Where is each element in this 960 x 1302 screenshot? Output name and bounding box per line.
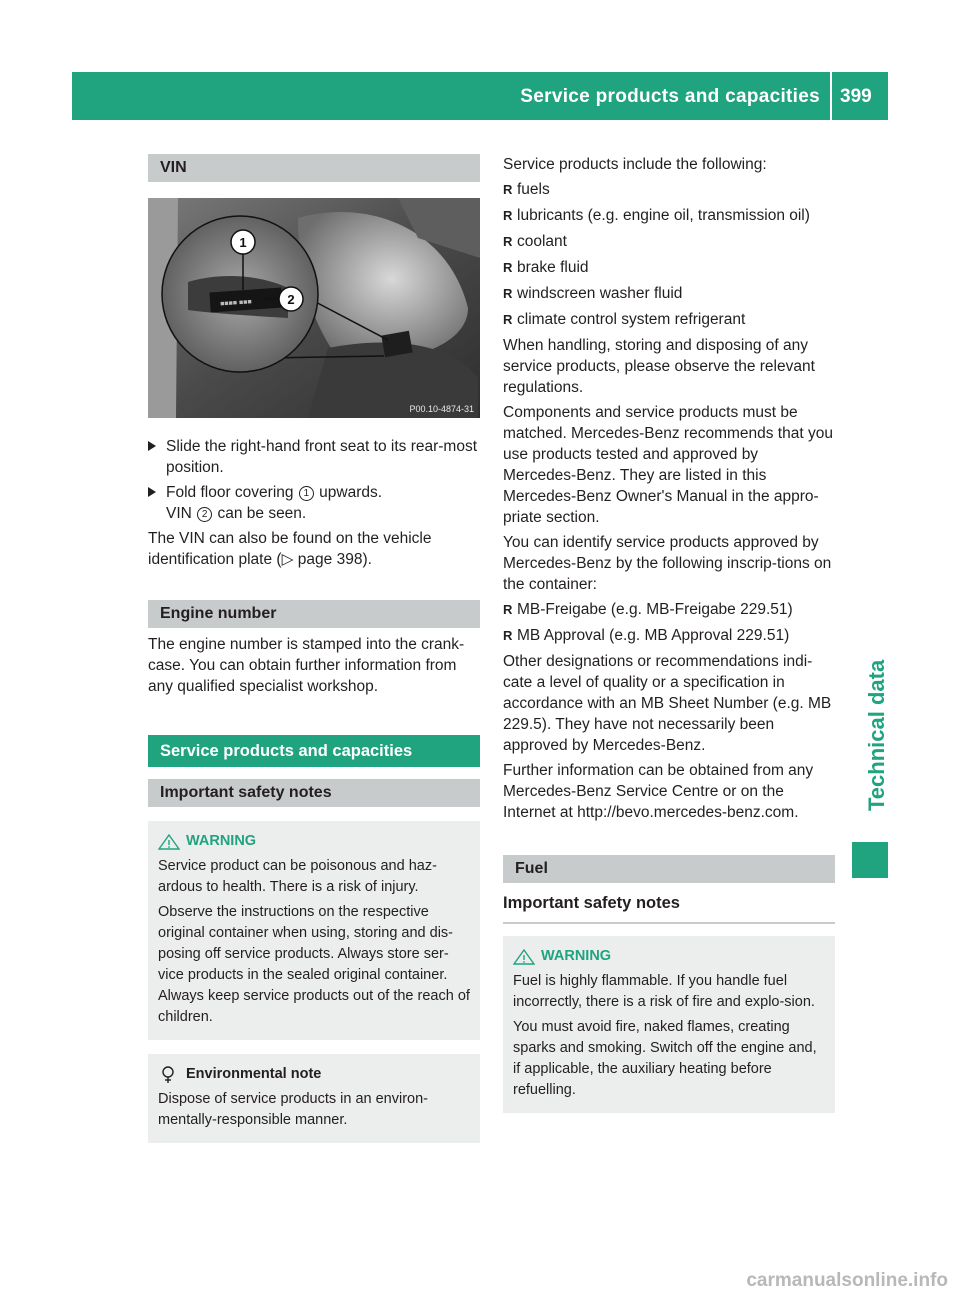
fuel-warning-text-2: You must avoid fire, naked flames, creating sparks and smoking. Switch off the engine and, if applicable, the auxiliary heating before refuelling. (513, 1019, 817, 1098)
env-note-text: Dispose of service products in an environ-mentally-responsible manner. (158, 1091, 428, 1128)
side-tab-marker (852, 842, 888, 878)
warning-text-1: Service product can be poisonous and haz-ardous to health. There is a risk of injury. (158, 858, 437, 895)
matching-paragraph: Components and service products must be matched. Mercedes-Benz recommends that you use products tested and approved by Mercedes-Benz. They are listed in this Mercedes-Benz Owner's Manual in the appro-priate section. (503, 404, 833, 526)
callout-2-symbol: 2 (197, 507, 212, 522)
figure-callout-2-label: 2 (287, 292, 295, 307)
engine-number-heading: Engine number (148, 600, 480, 628)
callout-1-symbol: 1 (299, 486, 314, 501)
safety-notes-heading: Important safety notes (148, 779, 480, 807)
warning-triangle-icon (158, 834, 180, 850)
figure-code: P00.10-4874-31 (409, 404, 474, 414)
figure-callout-1-label: 1 (239, 235, 247, 250)
watermark: carmanualsonline.info (746, 1270, 948, 1291)
vin-step-1-text: Slide the right-hand front seat to its rear-most position. (166, 438, 478, 476)
page-header-title: Service products and capacities (520, 86, 820, 107)
fuel-heading: Fuel (503, 855, 835, 883)
further-info-paragraph: Further information can be obtained from any Mercedes-Benz Service Centre or on the Internet at http://bevo.mercedes-benz.com. (503, 762, 814, 821)
warning-header (513, 946, 825, 967)
right-column (503, 154, 835, 1113)
environmental-note-box (148, 1054, 480, 1143)
vin-step-2-text-b: upwards. (319, 484, 383, 501)
vin-heading: VIN (148, 154, 480, 182)
header-divider (830, 72, 832, 120)
svg-text:■■■■ ■■■: ■■■■ ■■■ (219, 298, 252, 308)
fuel-warning-text-1: Fuel is highly flammable. If you handle fuel incorrectly, there is a risk of fire and explo-sion. (513, 973, 815, 1010)
vin-paragraph (148, 528, 480, 570)
list-item: R climate control system refrigerant (503, 311, 746, 328)
inscription-paragraph: You can identify service products approved by Mercedes-Benz by the following inscrip-tions on the container: (503, 534, 832, 593)
lightbulb-icon (158, 1066, 180, 1084)
warning-text-2: Observe the instructions on the respective original container when using, storing and dis-posing off service products. Always store ser-vice products in the sealed original container. Always keep service products out of the reach of children. (158, 904, 470, 1025)
service-products-list (503, 179, 835, 330)
page-ref-arrow-icon: ▷ (281, 551, 294, 568)
vin-para-page-link[interactable]: page 398). (297, 551, 372, 568)
list-item: R coolant (503, 233, 567, 250)
handling-paragraph: When handling, storing and disposing of any service products, please observe the relevant regulations. (503, 337, 815, 396)
service-intro: Service products include the following: (503, 156, 767, 173)
env-note-label: Environmental note (186, 1066, 322, 1082)
env-note-header (158, 1064, 470, 1085)
vin-step-2-text-d: can be seen. (217, 505, 307, 522)
step-arrow-icon (148, 441, 156, 451)
warning-label: WARNING (186, 833, 257, 849)
vin-para-text-a: The VIN can also be found on the vehicle identification plate ( (148, 530, 432, 568)
warning-label: WARNING (541, 948, 612, 964)
warning-triangle-icon (513, 949, 535, 965)
seat-floor-photo (148, 198, 480, 418)
list-item: R brake fluid (503, 259, 589, 276)
vin-step-2 (148, 482, 480, 524)
warning-box-left (148, 821, 480, 1040)
designations-paragraph: Other designations or recommendations indi-cate a level of quality or a specification in accordance with an MB Sheet Number (e.g. MB 229.5). They have not necessarily been approved by Mercedes-Benz. (503, 653, 832, 754)
side-tab-label: Technical data (864, 659, 889, 811)
fuel-safety-subheading: Important safety notes (503, 893, 835, 924)
vin-step-2-text-c: VIN (166, 505, 192, 522)
step-arrow-icon (148, 487, 156, 497)
list-item: R windscreen washer fluid (503, 285, 683, 302)
vin-step-1 (148, 436, 480, 478)
warning-box-right (503, 936, 835, 1113)
list-item: R MB-Freigabe (e.g. MB-Freigabe 229.51) (503, 601, 793, 618)
approval-list (503, 599, 835, 646)
page-number: 399 (840, 86, 872, 107)
left-column (148, 154, 480, 1143)
list-item: R lubricants (e.g. engine oil, transmission oil) (503, 207, 810, 224)
vin-figure (148, 198, 480, 418)
service-products-heading: Service products and capacities (148, 735, 480, 767)
warning-header (158, 831, 470, 852)
list-item: R MB Approval (e.g. MB Approval 229.51) (503, 627, 790, 644)
engine-paragraph: The engine number is stamped into the crank-case. You can obtain further information from any qualified specialist workshop. (148, 636, 465, 695)
vin-step-2-text-a: Fold floor covering (166, 484, 294, 501)
list-item: R fuels (503, 181, 550, 198)
